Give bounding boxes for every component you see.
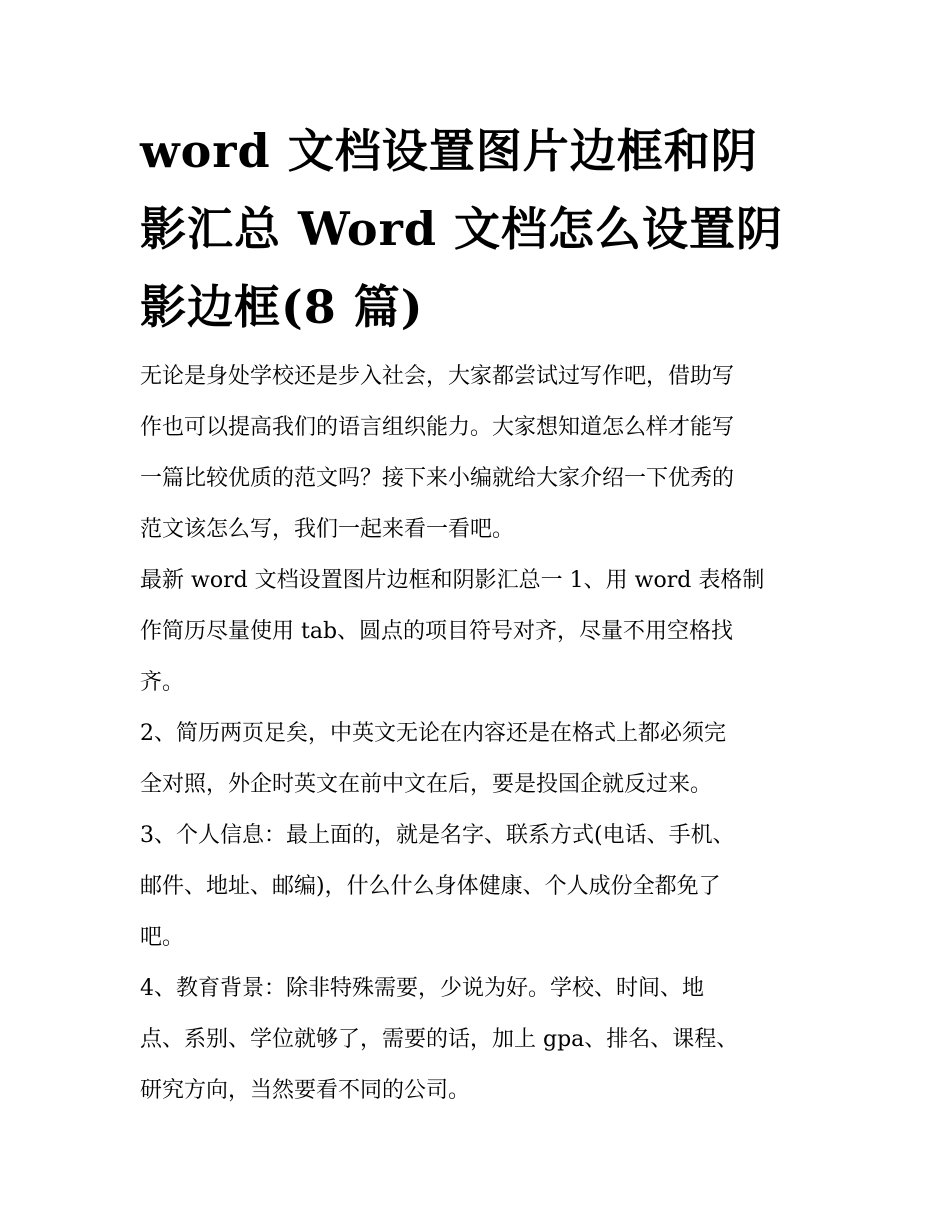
text-line: 一篇比较优质的范文吗？接下来小编就给大家介绍一下优秀的: [140, 466, 735, 491]
intro-paragraph: [140, 351, 820, 555]
text-line: 范文该怎么写，我们一起来看一看吧。: [140, 517, 515, 542]
document-title: [140, 112, 820, 346]
text-line: 2、简历两页足矣，中英文无论在内容还是在格式上都必须完: [140, 721, 726, 746]
document-body: [140, 351, 820, 1116]
tip-paragraph-3: [140, 810, 820, 963]
text-line: 全对照，外企时英文在前中文在后，要是投国企就反过来。: [140, 772, 713, 797]
text-line: 点、系别、学位就够了，需要的话，加上 gpa、排名、课程、: [140, 1027, 739, 1052]
text-line: 研究方向，当然要看不同的公司。: [140, 1078, 471, 1103]
title-line: 影边框(8 篇): [140, 280, 424, 334]
text-line: 齐。: [140, 670, 185, 695]
document-content: [140, 112, 820, 1116]
text-line: 邮件、地址、邮编)，什么什么身体健康、个人成份全都免了: [140, 874, 721, 899]
text-line: 4、教育背景：除非特殊需要，少说为好。学校、时间、地: [140, 976, 704, 1001]
text-line: 作也可以提高我们的语言组织能力。大家想知道怎么样才能写: [140, 415, 735, 440]
text-line: 作简历尽量使用 tab、圆点的项目符号对齐，尽量不用空格找: [140, 619, 734, 644]
tip-paragraph-2: [140, 708, 820, 810]
tip-paragraph-1: [140, 555, 820, 708]
text-line: 吧。: [140, 925, 185, 950]
text-line: 最新 word 文档设置图片边框和阴影汇总一 1、用 word 表格制: [140, 568, 765, 593]
text-line: 3、个人信息：最上面的，就是名字、联系方式(电话、手机、: [140, 823, 735, 848]
title-line: word 文档设置图片边框和阴: [140, 124, 758, 178]
tip-paragraph-4: [140, 963, 820, 1116]
text-line: 无论是身处学校还是步入社会，大家都尝试过写作吧，借助写: [140, 364, 735, 389]
title-line: 影汇总 Word 文档怎么设置阴: [140, 202, 784, 256]
